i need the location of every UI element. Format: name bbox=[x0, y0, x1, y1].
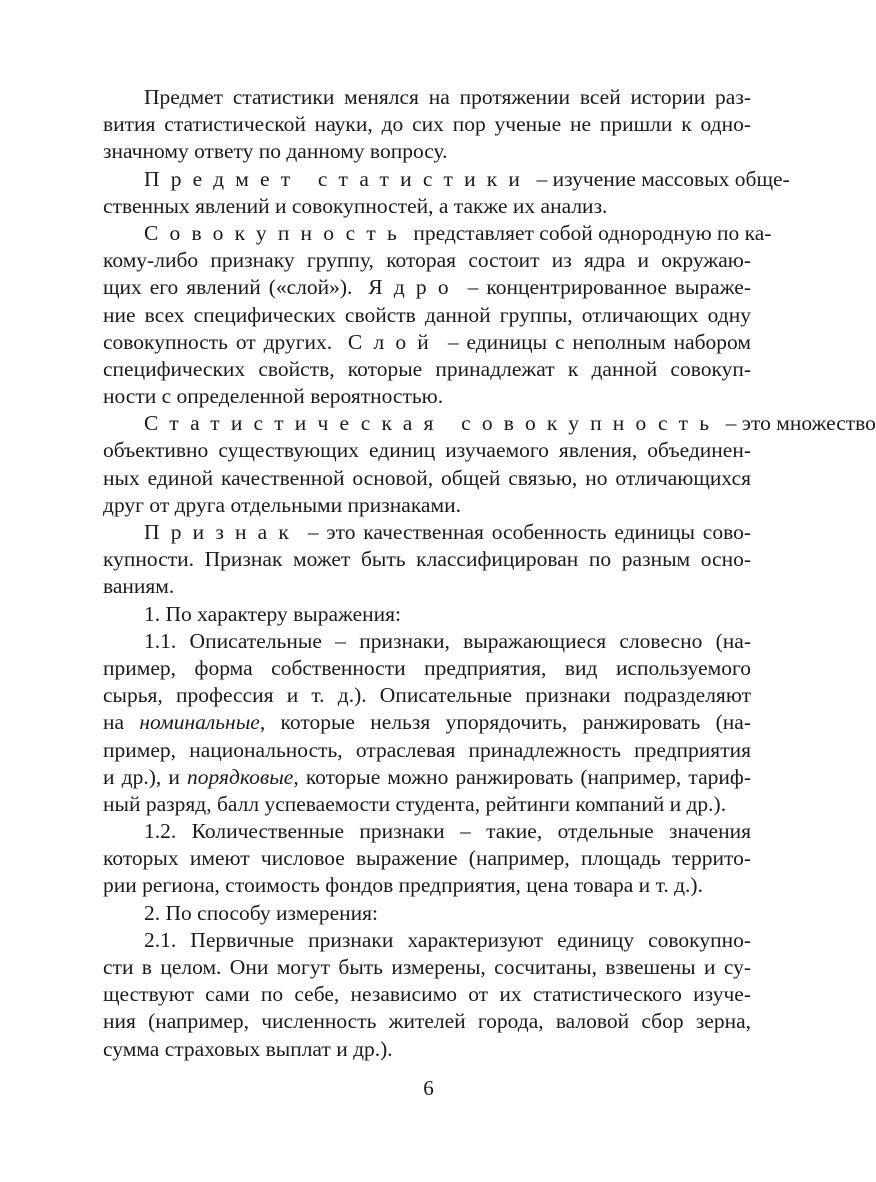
page-number: 6 bbox=[423, 1076, 434, 1100]
text-line bbox=[103, 410, 876, 437]
list-heading: 1. По характеру выражения: bbox=[144, 601, 402, 626]
text-line: рии региона, стоимость фондов предприятия, цена товара и т. д.). bbox=[103, 873, 703, 898]
text-line: друг от друга отдельными признаками. bbox=[103, 492, 461, 517]
text-run: представляет собой однородную по ка- bbox=[407, 220, 772, 245]
text-line bbox=[103, 166, 790, 193]
text-line: кому-либо признаку группу, которая состоит из ядра и окружаю- bbox=[103, 248, 751, 273]
list-heading: 2. По способу измерения: bbox=[144, 900, 379, 925]
text-line: значному ответу по данному вопросу. bbox=[103, 139, 448, 164]
text-line: пример, национальность, отраслевая принадлежность предприятия bbox=[103, 737, 751, 762]
text-line: Предмет статистики менялся на протяжении всей истории раз- bbox=[144, 85, 751, 109]
text-line: вития статистической науки, до сих пор ученые не пришли к одно- bbox=[103, 112, 751, 137]
text-line: 1.2. Количественные признаки – такие, отдельные значения bbox=[144, 819, 751, 844]
text-line: специфических свойств, которые принадлежат к данной совокуп- bbox=[103, 356, 751, 381]
term-population: Совокупность bbox=[144, 220, 408, 245]
text-line bbox=[103, 220, 772, 247]
term-attribute: Признак bbox=[144, 520, 301, 544]
text-line: 1.1. Описательные – признаки, выражающиеся словесно (на- bbox=[144, 628, 751, 653]
text-line bbox=[103, 519, 751, 546]
text-run: , которые можно ранжировать (например, тариф- bbox=[293, 764, 751, 789]
text-line: ществуют сами по себе, независимо от их статистического изуче- bbox=[103, 982, 751, 1007]
text-run: – это качественная особенность единицы сово- bbox=[300, 520, 751, 544]
term-statistical-population: Статистическая совокупность bbox=[144, 411, 721, 436]
text-line bbox=[103, 274, 751, 301]
text-line: ный разряд, балл успеваемости студента, рейтинги компаний и др.). bbox=[103, 791, 727, 816]
text-run: – концентрированное выраже- bbox=[459, 275, 751, 300]
text-line: сырья, профессия и т. д.). Описательные признаки подразделяют bbox=[103, 683, 751, 708]
term-layer: Слой bbox=[347, 329, 440, 354]
text-run: – это множество bbox=[720, 411, 876, 436]
text-line: ние всех специфических свойств данной группы, отличающих одну bbox=[103, 302, 751, 327]
text-line: ственных явлений и совокупностей, а также их анализ. bbox=[103, 193, 608, 218]
text-line: сумма страховых выплат и др.). bbox=[103, 1036, 393, 1061]
text-line: ных единой качественной основой, общей связью, но отличающихся bbox=[103, 465, 751, 490]
text-run: щих его явлений («слой»). bbox=[103, 275, 353, 300]
text-line: купности. Признак может быть классифицирован по разным осно- bbox=[103, 547, 751, 572]
text-line bbox=[103, 764, 751, 791]
term-core: Ядро bbox=[368, 275, 460, 300]
text-run: , которые нельзя упорядочить, ранжировать (на- bbox=[259, 710, 751, 735]
text-line: которых имеют числовое выражение (например, площадь террито- bbox=[103, 846, 751, 871]
term-nominal: номинальные bbox=[139, 710, 260, 735]
text-run: – изучение массовых обще- bbox=[531, 166, 790, 191]
term-ordinal: порядковые bbox=[187, 764, 294, 789]
text-run: на bbox=[103, 710, 140, 735]
text-line: сти в целом. Они могут быть измерены, сосчитаны, взвешены и су- bbox=[103, 955, 751, 979]
page-body bbox=[103, 84, 876, 1063]
text-line: объективно существующих единиц изучаемого явления, объединен- bbox=[103, 438, 751, 463]
text-line: ния (например, численность жителей города, валовой сбор зерна, bbox=[103, 1009, 751, 1034]
text-line: ности с определенной вероятностью. bbox=[103, 384, 444, 409]
text-line: ваниям. bbox=[103, 574, 175, 599]
text-run: – единицы с неполным набором bbox=[439, 329, 752, 354]
text-line: пример, форма собственности предприятия, вид используемого bbox=[103, 655, 751, 680]
term-subject-of-statistics: Предмет статистики bbox=[144, 166, 532, 191]
text-run: совокупность от других. bbox=[103, 329, 333, 354]
text-line bbox=[103, 329, 751, 356]
text-run: и др.), и bbox=[103, 764, 188, 789]
text-line bbox=[103, 709, 751, 736]
text-line: 2.1. Первичные признаки характеризуют единицу совокупно- bbox=[144, 927, 751, 952]
